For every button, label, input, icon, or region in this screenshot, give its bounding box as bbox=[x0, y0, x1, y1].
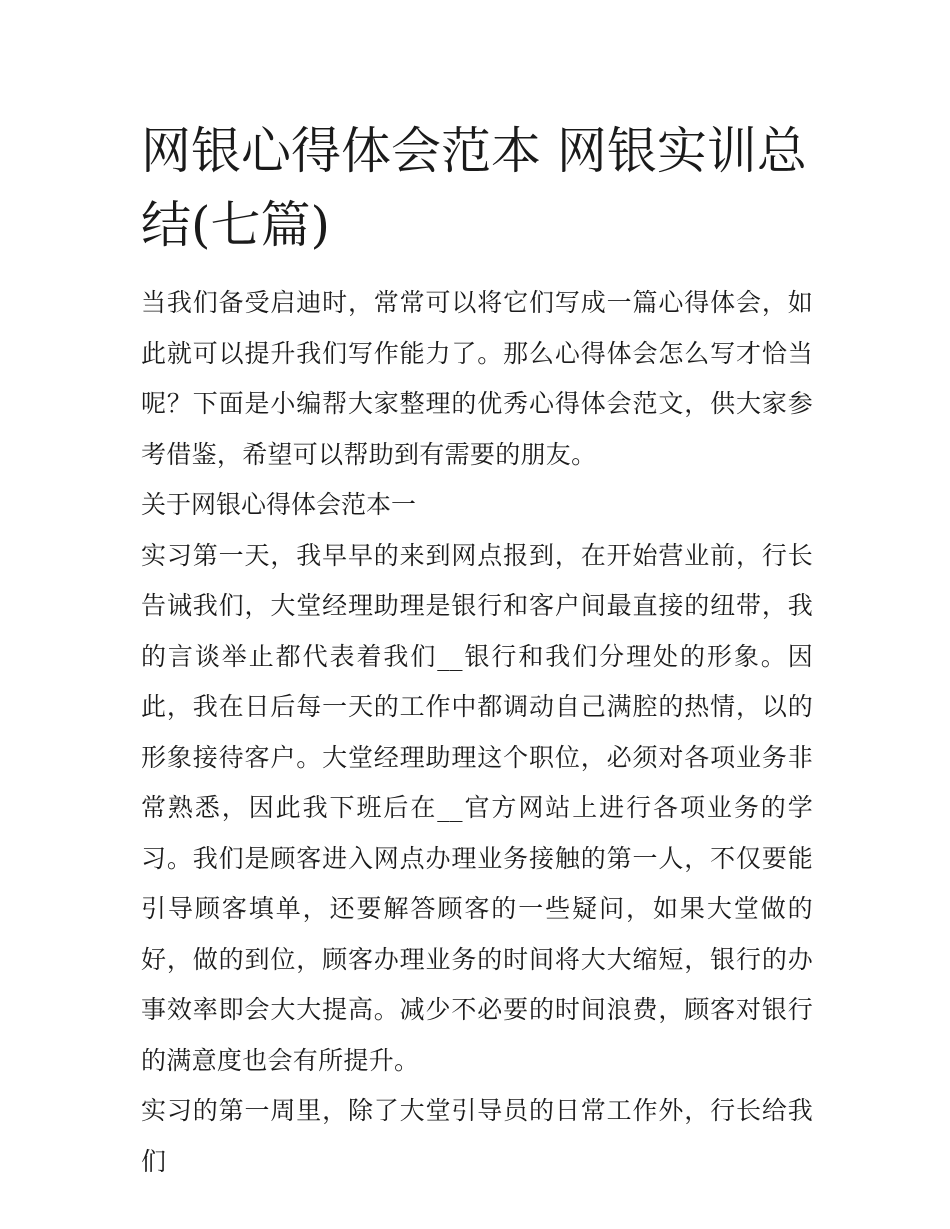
document-body bbox=[141, 278, 813, 1187]
document-title: 网银心得体会范本 网银实训总结(七篇) bbox=[141, 122, 807, 254]
section-heading: 关于网银心得体会范本一 bbox=[141, 490, 417, 519]
intro-paragraph: 当我们备受启迪时，常常可以将它们写成一篇心得体会，如此就可以提升我们写作能力了。那么心得体会怎么写才恰当呢？下面是小编帮大家整理的优秀心得体会范文，供大家参考借鉴，希望可以帮助到有需要的朋友。 bbox=[141, 288, 813, 469]
body-paragraph: 实习第一天，我早早的来到网点报到，在开始营业前，行长告诫我们，大堂经理助理是银行和客户间最直接的纽带，我的言谈举止都代表着我们__银行和我们分理处的形象。因此，我在日后每一天的工作中都调动自己满腔的热情，以的形象接待客户。大堂经理助理这个职位，必须对各项业务非常熟悉，因此我下班后在__官方网站上进行各项业务的学习。我们是顾客进入网点办理业务接触的第一人，不仅要能引导顾客填单，还要解答顾客的一些疑问，如果大堂做的好，做的到位，顾客办理业务的时间将大大缩短，银行的办事效率即会大大提高。减少不必要的时间浪费，顾客对银行的满意度也会有所提升。 bbox=[141, 540, 813, 1075]
body-paragraph: 实习的第一周里，除了大堂引导员的日常工作外，行长给我们 bbox=[141, 1096, 813, 1176]
